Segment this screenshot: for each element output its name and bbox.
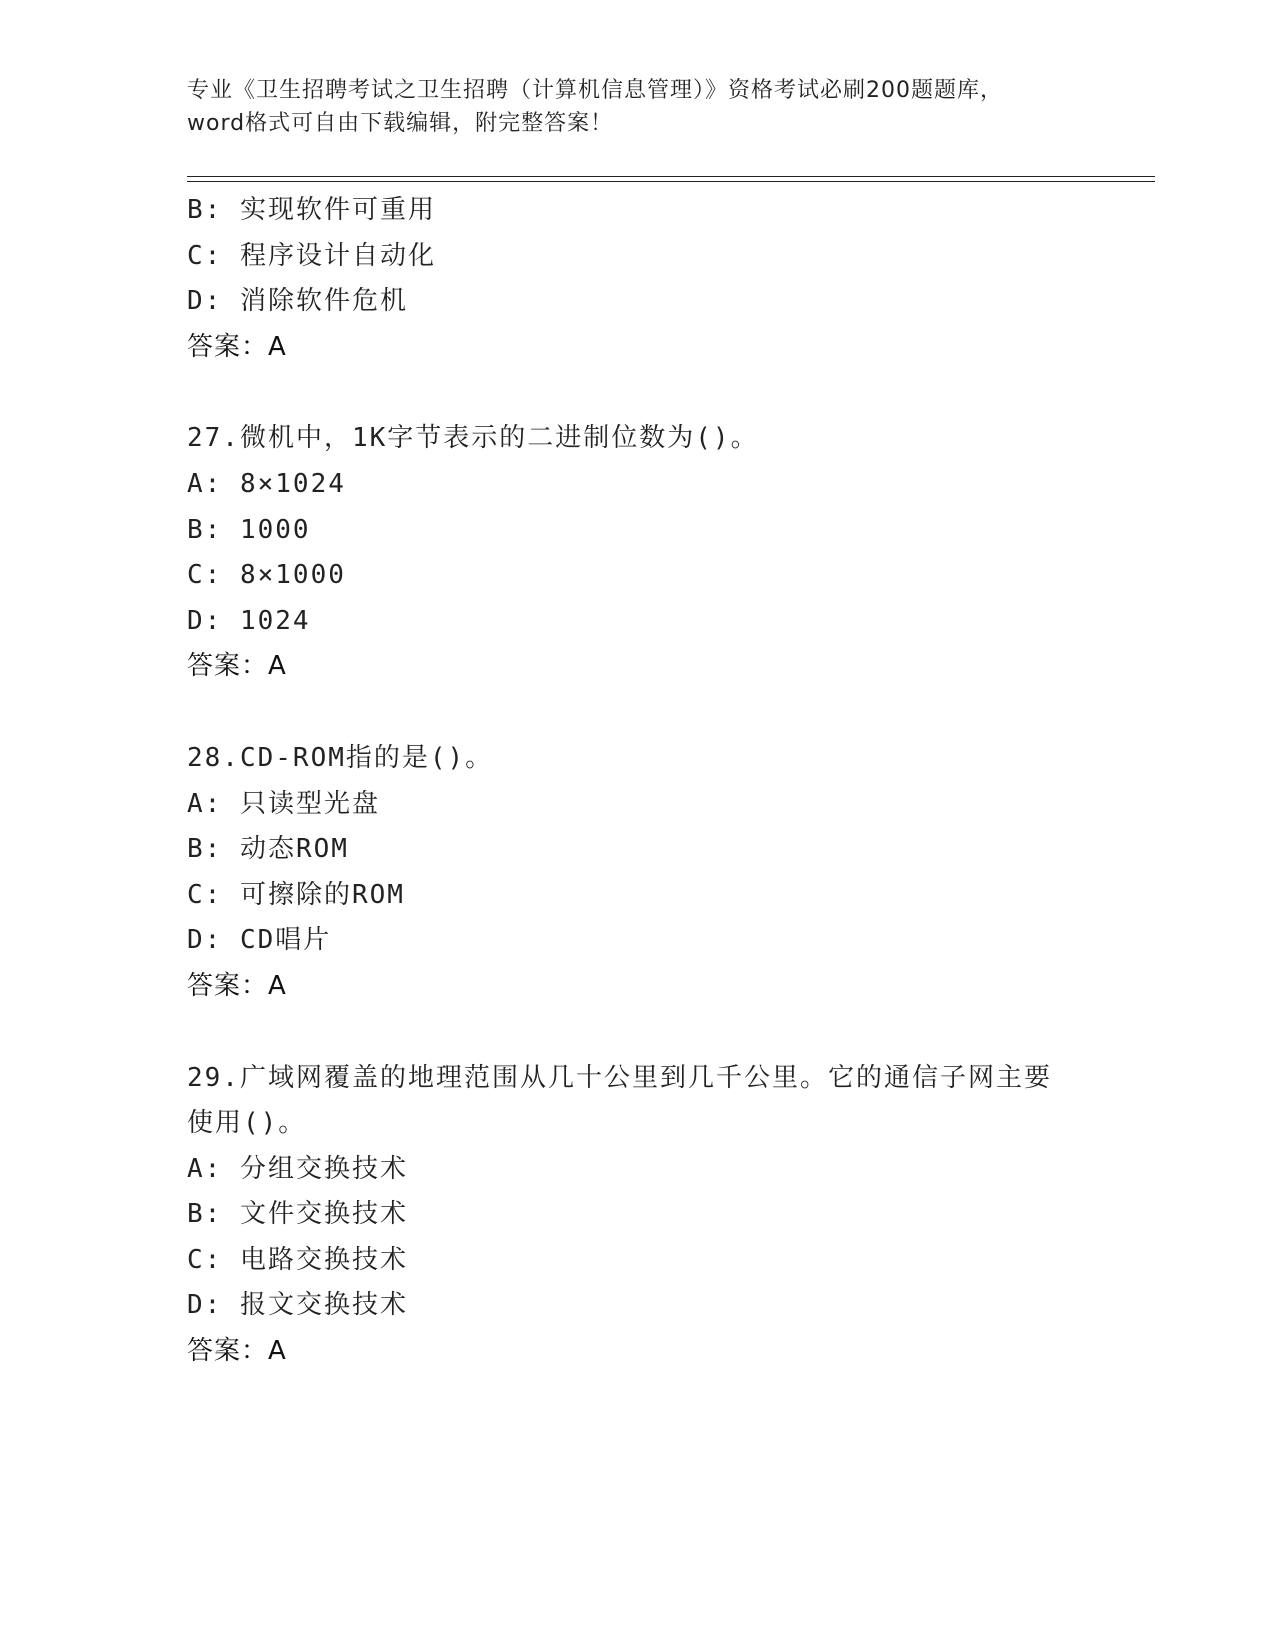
header-title-line-1: 专业《卫生招聘考试之卫生招聘（计算机信息管理）》资格考试必刷200题题库， [187,78,1003,103]
header-rule-top [187,176,1155,177]
option-c: C: 可擦除的ROM [187,879,405,910]
question-list [187,188,1155,1375]
option-d: D: 1024 [187,605,311,636]
option-b: B: 实现软件可重用 [187,195,436,225]
question-block-27 [187,416,1155,690]
question-block-26 [187,188,1155,370]
question-stem-line-2: 使用()。 [187,1108,307,1139]
option-a: A: 只读型光盘 [187,788,380,819]
option-c: C: 8×1000 [187,560,346,591]
answer-line: 答案：A [187,970,287,1001]
answer-line: 答案：A [187,331,287,362]
option-d: D: 消除软件危机 [187,286,408,317]
option-d: D: CD唱片 [187,925,332,956]
answer-line: 答案：A [187,651,287,682]
spacer [187,1010,1155,1056]
question-stem-line-1: 29.广域网覆盖的地理范围从几十公里到几千公里。它的通信子网主要 [187,1062,1052,1093]
spacer [187,370,1155,416]
question-stem: 27.微机中，1K字节表示的二进制位数为()。 [187,423,759,454]
option-a: A: 8×1024 [187,468,346,499]
document-header [187,74,1087,140]
option-c: C: 程序设计自动化 [187,240,436,271]
option-c: C: 电路交换技术 [187,1244,408,1275]
option-b: B: 1000 [187,514,311,545]
header-title-line-2: word格式可自由下载编辑，附完整答案！ [187,111,614,136]
option-d: D: 报文交换技术 [187,1290,408,1321]
question-block-29 [187,1056,1155,1375]
spacer [187,690,1155,736]
option-a: A: 分组交换技术 [187,1153,408,1184]
header-rule-bottom [187,181,1155,182]
option-b: B: 文件交换技术 [187,1199,408,1230]
question-block-28 [187,736,1155,1010]
question-stem: 28.CD-ROM指的是()。 [187,742,494,773]
answer-line: 答案：A [187,1336,287,1367]
option-b: B: 动态ROM [187,834,349,865]
